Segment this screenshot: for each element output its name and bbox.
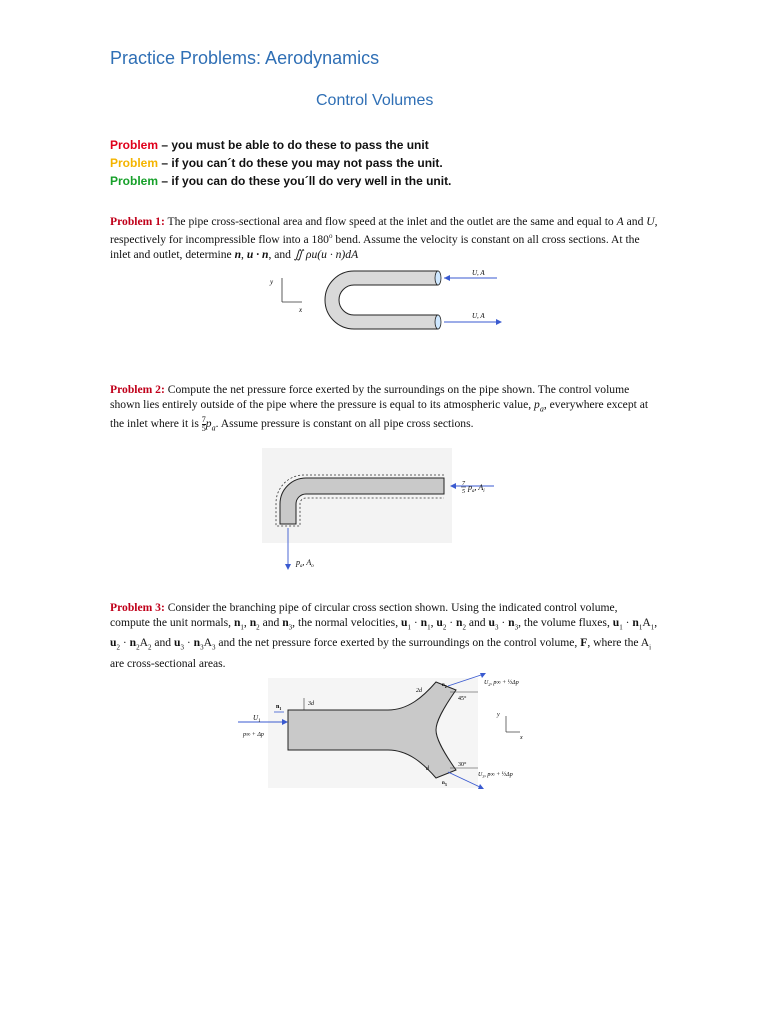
u3-sub: 3 bbox=[482, 774, 485, 779]
elbow-pipe-figure bbox=[262, 448, 512, 573]
legend-well bbox=[110, 174, 451, 188]
problem-1-text-part: bend. Assume the velocity is constant on all cross sections. At the inlet and outlet, determine bbox=[110, 232, 640, 261]
normal-3: n bbox=[508, 616, 515, 629]
section-title: Control Volumes bbox=[316, 92, 434, 109]
problem-1-text-part: , bbox=[241, 247, 247, 261]
force-symbol: F bbox=[580, 636, 588, 650]
dot: · bbox=[446, 616, 456, 629]
page-title: Practice Problems: Aerodynamics bbox=[110, 48, 380, 68]
problem-2-label: Problem 2: bbox=[110, 383, 165, 396]
sub-2: 2 bbox=[147, 643, 152, 652]
sub-1: 1 bbox=[407, 623, 411, 632]
fraction-denominator: 5 bbox=[201, 424, 206, 434]
normal-1: n bbox=[233, 616, 241, 629]
dot: · bbox=[410, 616, 421, 629]
area-index: i bbox=[649, 643, 652, 652]
legend-must-tag: Problem bbox=[110, 138, 159, 152]
u1-sub: 1 bbox=[258, 719, 261, 724]
normal-symbol: n bbox=[234, 247, 242, 261]
sub-1: 1 bbox=[240, 623, 244, 632]
inlet-frac-num: 7 bbox=[462, 481, 465, 487]
problem-3-text-part: are cross-sectional areas. bbox=[110, 656, 226, 670]
velocity-u: u bbox=[401, 616, 408, 629]
area-symbol: A bbox=[616, 215, 624, 228]
outlet-area-sub: o bbox=[311, 564, 314, 569]
sub-3: 3 bbox=[288, 623, 293, 632]
velocity-u: u bbox=[174, 636, 181, 650]
problem-3-text-part: Consider the branching pipe of circular cross section shown. Using the indicated control volume, compute the unit normals, bbox=[110, 601, 618, 629]
sub-2: 2 bbox=[462, 623, 466, 632]
problem-1-label: Problem 1: bbox=[110, 215, 165, 228]
velocity-u: u bbox=[110, 636, 117, 650]
normal-2: n bbox=[129, 636, 137, 650]
u3-symbol: U bbox=[478, 772, 483, 778]
u3-pressure: , p∞ + ½Δp bbox=[484, 772, 513, 778]
angle-30: 30° bbox=[458, 762, 467, 768]
n3-sub: 3 bbox=[444, 782, 447, 787]
velocity-u: u bbox=[488, 616, 495, 629]
outlet-pressure-symbol: p bbox=[296, 558, 300, 567]
legend-may-text: – if you can´t do these you may not pass the unit. bbox=[158, 156, 443, 170]
normal-2: n bbox=[456, 616, 463, 629]
n2-sub: 2 bbox=[444, 684, 447, 689]
u1-symbol: U bbox=[253, 714, 259, 722]
legend-well-text: – if you can do these you´ll do very well in the unit. bbox=[158, 174, 452, 188]
problem-2-text-part: , everywhere except at the inlet where it is bbox=[110, 398, 649, 431]
problem-1-text bbox=[110, 214, 660, 262]
inlet-pressure-sub: a bbox=[472, 489, 475, 494]
n1-sub: 1 bbox=[279, 706, 282, 711]
diameter-d: d bbox=[426, 766, 429, 772]
problem-2-text bbox=[110, 382, 660, 436]
problem-3-text-part: and the net pressure force exerted by the surroundings on the control volume, bbox=[215, 636, 581, 650]
branching-pipe-figure bbox=[238, 672, 538, 792]
legend-may bbox=[110, 156, 443, 170]
flux-integral: ∬ ρu(u · n)dA bbox=[293, 247, 359, 261]
problem-3-text-part: , bbox=[430, 616, 437, 629]
problem-3-text-part: , the volume fluxes, bbox=[518, 616, 613, 629]
pressure-symbol: p bbox=[534, 398, 540, 411]
problem-1-text-part: , respectively for incompressible flow into a 180 bbox=[110, 215, 658, 246]
outlet-area: , A bbox=[302, 558, 312, 567]
dot: · bbox=[622, 616, 633, 629]
problem-3-text-part: , bbox=[243, 616, 250, 629]
dot: · bbox=[183, 636, 194, 650]
sub-2: 2 bbox=[256, 623, 260, 632]
u2-symbol: U bbox=[484, 680, 489, 686]
sub-2: 2 bbox=[116, 643, 120, 652]
y-axis-label: y bbox=[497, 712, 500, 718]
inlet-pressure-label: p∞ + Δp bbox=[243, 732, 264, 738]
problem-3-text-part: , bbox=[654, 616, 658, 629]
normal-3: n bbox=[193, 636, 201, 650]
inlet-frac-den: 5 bbox=[462, 489, 465, 495]
problem-2-text-part: Compute the net pressure force exerted by the surroundings on the pipe shown. The control volume shown lies entirely outside of the pipe where the pressure is equal to its atmospheric value, bbox=[110, 383, 630, 411]
normal-velocity-symbol: u · n bbox=[246, 247, 269, 261]
sub-1: 1 bbox=[427, 623, 431, 632]
problem-3-text: Problem 3: Consider the branching pipe of circular cross section shown. Using the indicated control volume, compute the unit normals, $n_1$, $n_2$ and $n_3$, the normal velocities, $u_1 \cdot n_1$, $u_2 \cdot n_2$ and $u_3 \cdot n_3$, the volume fluxes, $u_1 \cdot n_1A_1$, $u_2 \cdot n_2A_2$ and $u_3 \cdot n_3A_3$ and the net pressure force exerted by the surroundings on the control volume, F, where the $A_i$ are cross-sectional areas. bbox=[110, 601, 658, 670]
sub-3: 3 bbox=[200, 643, 204, 652]
outlet-label: U, A bbox=[472, 312, 485, 320]
problem-3-text-part: and bbox=[465, 616, 489, 629]
legend-may-tag: Problem bbox=[110, 156, 159, 170]
n3-symbol: n bbox=[442, 781, 445, 786]
angle-45: 45° bbox=[458, 696, 467, 702]
problem-3-label: Problem 3: bbox=[110, 601, 165, 614]
inlet-pressure-symbol: p bbox=[468, 483, 472, 492]
problem-1-text-part: and bbox=[623, 215, 647, 228]
normal-1: n bbox=[420, 616, 428, 629]
n1-symbol: n bbox=[276, 704, 280, 710]
n2-symbol: n bbox=[442, 683, 445, 688]
legend-must-text: – you must be able to do these to pass the unit bbox=[158, 138, 429, 152]
u-bend-figure bbox=[262, 266, 512, 346]
sub-2: 2 bbox=[136, 643, 140, 652]
y-axis-label: y bbox=[270, 278, 274, 286]
pressure-subscript: a bbox=[539, 404, 544, 414]
outlet-pressure-sub: a bbox=[300, 564, 303, 569]
u2-pressure: , p∞ + ½Δp bbox=[490, 680, 519, 686]
x-axis-label: x bbox=[520, 735, 523, 741]
legend-well-tag: Problem bbox=[110, 174, 159, 188]
diameter-2d: 2d bbox=[416, 688, 422, 694]
inlet-label: U, A bbox=[472, 269, 485, 277]
sub-3: 3 bbox=[494, 623, 499, 632]
normal-2: n bbox=[249, 616, 257, 629]
sub-1: 1 bbox=[638, 623, 643, 632]
problem-1-text-part: , and bbox=[268, 247, 294, 261]
velocity-u: u bbox=[612, 616, 620, 629]
pressure-symbol: p bbox=[205, 417, 212, 431]
speed-symbol: U bbox=[646, 215, 655, 228]
inlet-area: , A bbox=[474, 483, 484, 492]
problem-1-text-part: The pipe cross-sectional area and flow speed at the inlet and the outlet are the same and equal to bbox=[164, 215, 617, 228]
problem-3-text-part: and bbox=[259, 616, 283, 629]
degree-mark: o bbox=[328, 232, 333, 240]
pressure-subscript: a bbox=[211, 423, 216, 433]
normal-1: n bbox=[632, 616, 639, 629]
x-axis-label: x bbox=[299, 306, 303, 314]
problem-3-text-part: , where the A bbox=[587, 636, 650, 650]
sub-3: 3 bbox=[211, 643, 216, 652]
problem-3-text-part: , the normal velocities, bbox=[292, 616, 401, 629]
sub-1: 1 bbox=[650, 623, 655, 632]
sub-2: 2 bbox=[442, 623, 447, 632]
fraction-numerator: 7 bbox=[201, 415, 206, 425]
diameter-3d: 3d bbox=[308, 701, 314, 707]
problem-2-text-part: . Assume pressure is constant on all pipe cross sections. bbox=[215, 417, 474, 431]
sub-1: 1 bbox=[619, 623, 623, 632]
dot: · bbox=[119, 636, 130, 650]
sub-3: 3 bbox=[180, 643, 184, 652]
dot: · bbox=[498, 616, 509, 629]
u2-sub: 2 bbox=[488, 682, 491, 687]
normal-3: n bbox=[282, 616, 289, 629]
legend-must bbox=[110, 138, 429, 152]
n1-label bbox=[276, 704, 281, 711]
inlet-area-sub: i bbox=[483, 489, 485, 494]
sub-3: 3 bbox=[514, 623, 519, 632]
velocity-u: u bbox=[436, 616, 443, 629]
